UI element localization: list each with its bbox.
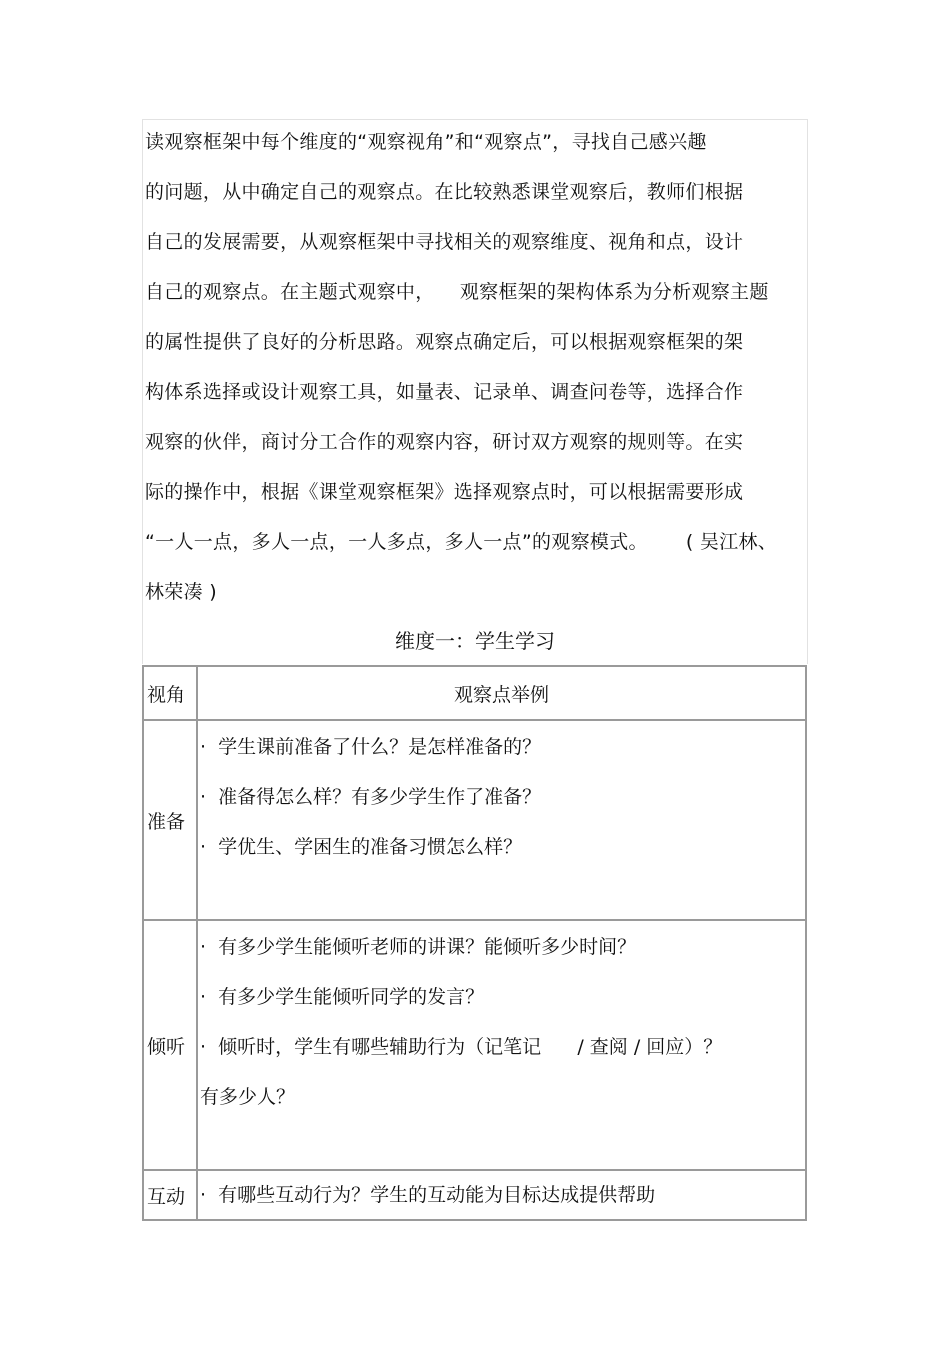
- paragraph-line: 的问题，从中确定自己的观察点。在比较熟悉课堂观察后，教师们根据: [145, 181, 744, 203]
- perspective-cell: 准备: [143, 720, 197, 920]
- paragraph-line: 观察的伙伴，商讨分工合作的观察内容，研讨双方观察的规则等。在实: [145, 431, 744, 453]
- perspective-cell: 互动: [143, 1170, 197, 1220]
- table-row: [143, 720, 806, 920]
- paragraph-line: 自己的观察点。在主题式观察中， 观察框架的架构体系为分析观察主题: [145, 281, 769, 303]
- observation-item: · 有多少学生能倾听老师的讲课？能倾听多少时间？: [200, 936, 637, 958]
- paragraph-line: 构体系选择或设计观察工具，如量表、记录单、调查问卷等，选择合作: [145, 381, 744, 403]
- observation-item: · 学优生、学困生的准备习惯怎么样？: [200, 836, 523, 858]
- table-row: [143, 1170, 806, 1220]
- observation-table: [142, 665, 807, 1221]
- observation-item: · 学生课前准备了什么？是怎样准备的？: [200, 736, 542, 758]
- table-row: [143, 920, 806, 1170]
- items-cell: [197, 720, 806, 920]
- perspective-cell: 倾听: [143, 920, 197, 1170]
- items-cell: [197, 920, 806, 1170]
- observation-item: · 倾听时，学生有哪些辅助行为（记笔记 / 查阅 / 回应）？: [200, 1036, 723, 1058]
- paragraph-line: 际的操作中，根据《课堂观察框架》选择观察点时，可以根据需要形成: [145, 481, 744, 503]
- paragraph-line: 读观察框架中每个维度的“观察视角”和“观察点”，寻找自己感兴趣: [145, 131, 707, 153]
- items-cell: [197, 1170, 806, 1220]
- paragraph-line: 自己的发展需要，从观察框架中寻找相关的观察维度、视角和点，设计: [145, 231, 744, 253]
- header-perspective: 视角: [143, 666, 197, 720]
- table-title: 维度一：学生学习: [395, 629, 555, 653]
- observation-item: 有多少人？: [200, 1086, 296, 1108]
- observation-item: · 有多少学生能倾听同学的发言？: [200, 986, 485, 1008]
- header-observation-examples: 观察点举例: [197, 666, 806, 720]
- observation-item: · 准备得怎么样？有多少学生作了准备？: [200, 786, 542, 808]
- observation-item: · 有哪些互动行为？学生的互动能为目标达成提供帮助: [200, 1184, 656, 1206]
- paragraph-line: 林荣凑 ): [145, 581, 217, 603]
- table-header-row: [143, 666, 806, 720]
- paragraph-line: “一人一点，多人一点，一人多点，多人一点”的观察模式。 ( 吴江林、: [145, 531, 778, 553]
- paragraph-line: 的属性提供了良好的分析思路。观察点确定后，可以根据观察框架的架: [145, 331, 744, 353]
